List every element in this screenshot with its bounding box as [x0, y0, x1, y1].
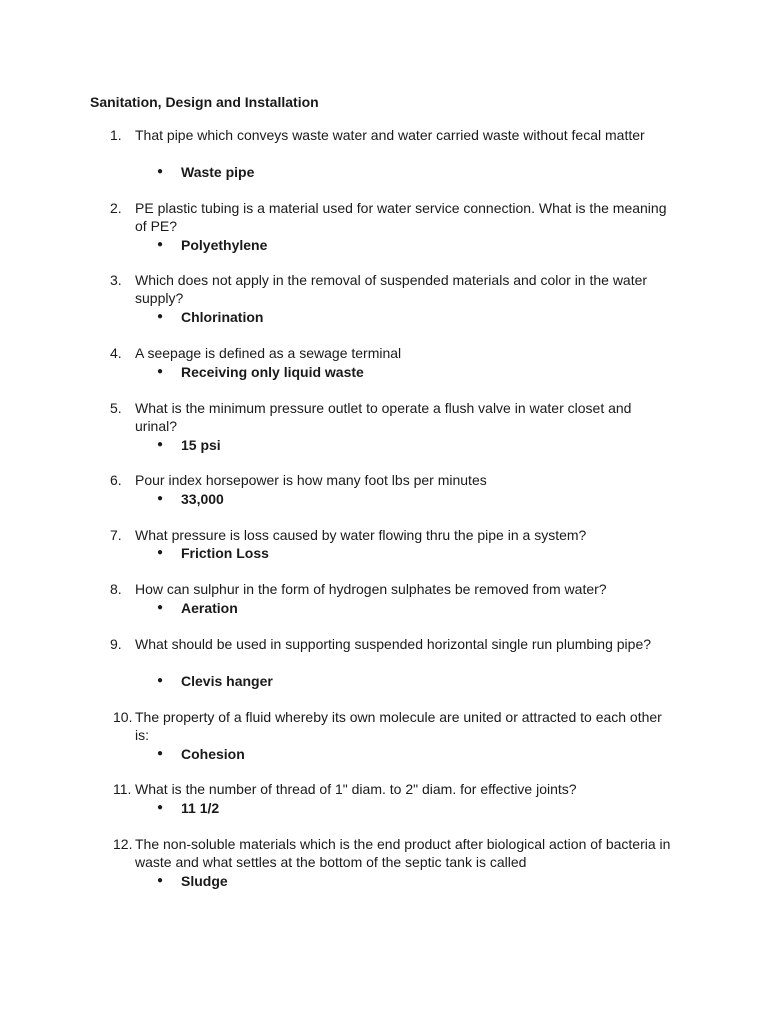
answer-text: Receiving only liquid waste: [181, 364, 364, 380]
question-number: 10.: [113, 709, 133, 725]
bullet-icon: ●: [157, 875, 164, 886]
question-text: The property of a fluid whereby its own molecule are united or attracted to each other is:: [135, 709, 662, 743]
answer-text: Chlorination: [181, 309, 264, 325]
answer-text: Waste pipe: [181, 164, 255, 180]
answer-line: [0, 544, 768, 562]
question-text: Which does not apply in the removal of suspended materials and color in the water supply?: [135, 272, 648, 306]
question-text: What pressure is loss caused by water flowing thru the pipe in a system?: [135, 527, 587, 543]
question-text: Pour index horsepower is how many foot lbs per minutes: [135, 472, 487, 488]
answer-text: 15 psi: [181, 437, 221, 453]
bullet-icon: ●: [157, 239, 164, 250]
question-number: 6.: [110, 472, 122, 488]
answer-line: [0, 599, 768, 617]
answer-line: [0, 163, 768, 181]
question-number: 4.: [110, 345, 122, 361]
question-number: 9.: [110, 636, 122, 652]
answer-text: Cohesion: [181, 746, 245, 762]
answer-line: [0, 872, 768, 890]
bullet-icon: ●: [157, 166, 164, 177]
bullet-icon: ●: [157, 547, 164, 558]
question-text: PE plastic tubing is a material used for water service connection. What is the meaning of PE?: [135, 200, 667, 234]
answer-line: [0, 672, 768, 690]
question-number: 8.: [110, 581, 122, 597]
question-text: What should be used in supporting suspended horizontal single run plumbing pipe?: [135, 636, 652, 652]
answer-line: [0, 236, 768, 254]
question-number: 11.: [113, 781, 132, 797]
answer-line: [0, 363, 768, 381]
question-text: That pipe which conveys waste water and water carried waste without fecal matter: [135, 127, 645, 143]
bullet-icon: ●: [157, 311, 164, 322]
answer-line: [0, 799, 768, 817]
question-number: 2.: [110, 200, 122, 216]
bullet-icon: ●: [157, 748, 164, 759]
document-title: Sanitation, Design and Installation: [90, 94, 319, 110]
answer-text: Sludge: [181, 873, 228, 889]
answer-text: Aeration: [181, 600, 238, 616]
answer-line: [0, 308, 768, 326]
question-number: 3.: [110, 272, 122, 288]
bullet-icon: ●: [157, 493, 164, 504]
question-text: What is the minimum pressure outlet to operate a flush valve in water closet and urinal?: [135, 400, 632, 434]
answer-text: 11 1/2: [181, 800, 220, 816]
answer-text: 33,000: [181, 491, 224, 507]
answer-line: [0, 490, 768, 508]
bullet-icon: ●: [157, 602, 164, 613]
question-text: A seepage is defined as a sewage terminal: [135, 345, 402, 361]
bullet-icon: ●: [157, 439, 164, 450]
answer-text: Clevis hanger: [181, 673, 273, 689]
answer-text: Friction Loss: [181, 545, 269, 561]
question-number: 5.: [110, 400, 122, 416]
question-number: 1.: [110, 127, 122, 143]
question-text: How can sulphur in the form of hydrogen sulphates be removed from water?: [135, 581, 607, 597]
answer-line: [0, 745, 768, 763]
answer-text: Polyethylene: [181, 237, 268, 253]
answer-line: [0, 436, 768, 454]
question-text: The non-soluble materials which is the end product after biological action of bacteria in waste and what settles at the bottom of the septic tank is called: [135, 836, 671, 870]
bullet-icon: ●: [157, 802, 164, 813]
question-number: 12.: [113, 836, 133, 852]
bullet-icon: ●: [157, 675, 164, 686]
bullet-icon: ●: [157, 366, 164, 377]
question-number: 7.: [110, 527, 122, 543]
question-text: What is the number of thread of 1" diam. to 2" diam. for effective joints?: [135, 781, 577, 797]
